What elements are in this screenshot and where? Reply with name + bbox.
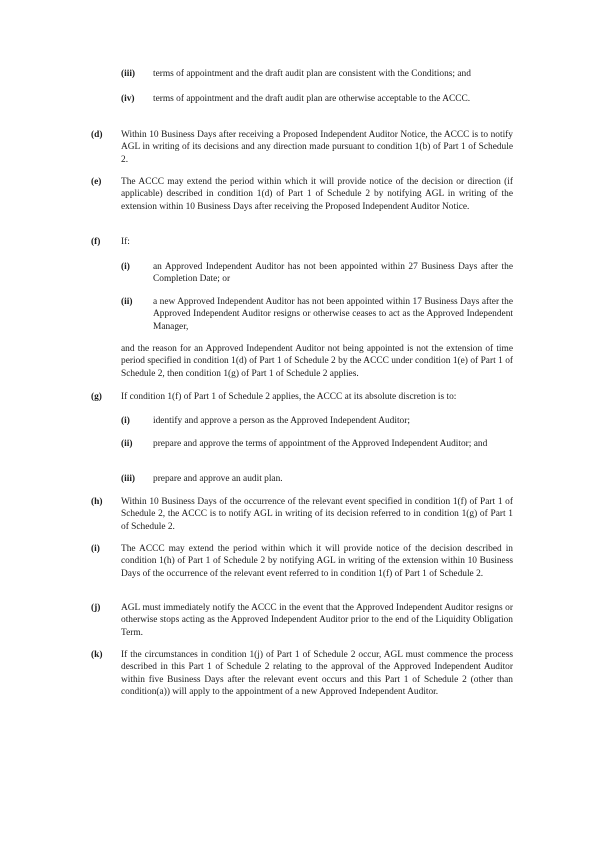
- item-text: If:: [121, 237, 130, 247]
- item-text: a new Approved Independent Auditor has not been appointed within 17 Business Days after the Approved Independent Auditor resigns or otherwise ceases to act as the Approved Independent Manager,: [153, 297, 513, 332]
- item-label: (ii): [121, 439, 133, 449]
- item-text: If condition 1(f) of Part 1 of Schedule 2 applies, the ACCC at its absolute discretion is to:: [121, 392, 457, 402]
- item-text: The ACCC may extend the period within which it will provide notice of the decision or direction (if applicable) described in condition 1(d) of Part 1 of Schedule 2 by notifying AGL in writing of the extension within 10 Business Days after receiving the Proposed Independent Auditor Notice.: [121, 177, 513, 212]
- item-text: prepare and approve an audit plan.: [153, 474, 283, 484]
- item-label: (f): [91, 237, 101, 247]
- item-label: (g): [91, 392, 102, 402]
- item-text: Within 10 Business Days after receiving a Proposed Independent Auditor Notice, the ACCC is to notify AGL in writing of its decisions and any direction made pursuant to condition 1(b) of Part 1 of Schedule 2.: [121, 130, 513, 165]
- item-label: (e): [91, 177, 102, 187]
- item-text: terms of appointment and the draft audit plan are otherwise acceptable to the ACCC.: [153, 94, 471, 104]
- item-label: (h): [91, 497, 103, 507]
- item-text: identify and approve a person as the Approved Independent Auditor;: [153, 416, 410, 426]
- item-label: (i): [121, 262, 130, 272]
- item-text: If the circumstances in condition 1(j) of Part 1 of Schedule 2 occur, AGL must commence the process described in this Part 1 of Schedule 2 relating to the approval of the Approved Independent Auditor within five Business Days after the relevant event occurs and this Part 1 of Schedule 2 (other than condition(a)) will apply to the appointment of a new Approved Independent Auditor.: [121, 650, 513, 698]
- item-text: terms of appointment and the draft audit plan are consistent with the Conditions; and: [153, 69, 471, 79]
- item-label: (i): [121, 416, 130, 426]
- item-label: (k): [91, 650, 103, 660]
- item-text: prepare and approve the terms of appointment of the Approved Independent Auditor; and: [153, 439, 488, 449]
- item-label: (d): [91, 130, 103, 140]
- item-text: AGL must immediately notify the ACCC in the event that the Approved Independent Auditor resigns or otherwise stops acting as the Approved Independent Auditor prior to the end of the Liquidity Obligation Term.: [121, 603, 513, 638]
- item-label: (i): [91, 544, 100, 554]
- item-text: Within 10 Business Days of the occurrence of the relevant event specified in condition 1(f) of Part 1 of Schedule 2, the ACCC is to notify AGL in writing of its decision referred to in condition 1(g) of Part 1 of Schedule 2.: [121, 497, 513, 532]
- item-text: The ACCC may extend the period within which it will provide notice of the decision described in condition 1(h) of Part 1 of Schedule 2 by notifying AGL in writing of the extension within 10 Business Days of the occurrence of the relevant event referred to in condition 1(f) of Part 1 of Schedule 2.: [121, 544, 513, 579]
- item-label: (iii): [121, 69, 136, 79]
- item-text: an Approved Independent Auditor has not been appointed within 27 Business Days after the Completion Date; or: [153, 262, 513, 285]
- item-label: (ii): [121, 297, 133, 307]
- item-text: and the reason for an Approved Independent Auditor not being appointed is not the extension of time period specified in condition 1(d) of Part 1 of Schedule 2 by the ACCC under condition 1(e) of Part 1 of Schedule 2, then condition 1(g) of Part 1 of Schedule 2 applies.: [121, 344, 513, 379]
- item-label: (j): [91, 603, 101, 613]
- item-label: (iii): [121, 474, 136, 484]
- item-label: (iv): [121, 94, 135, 104]
